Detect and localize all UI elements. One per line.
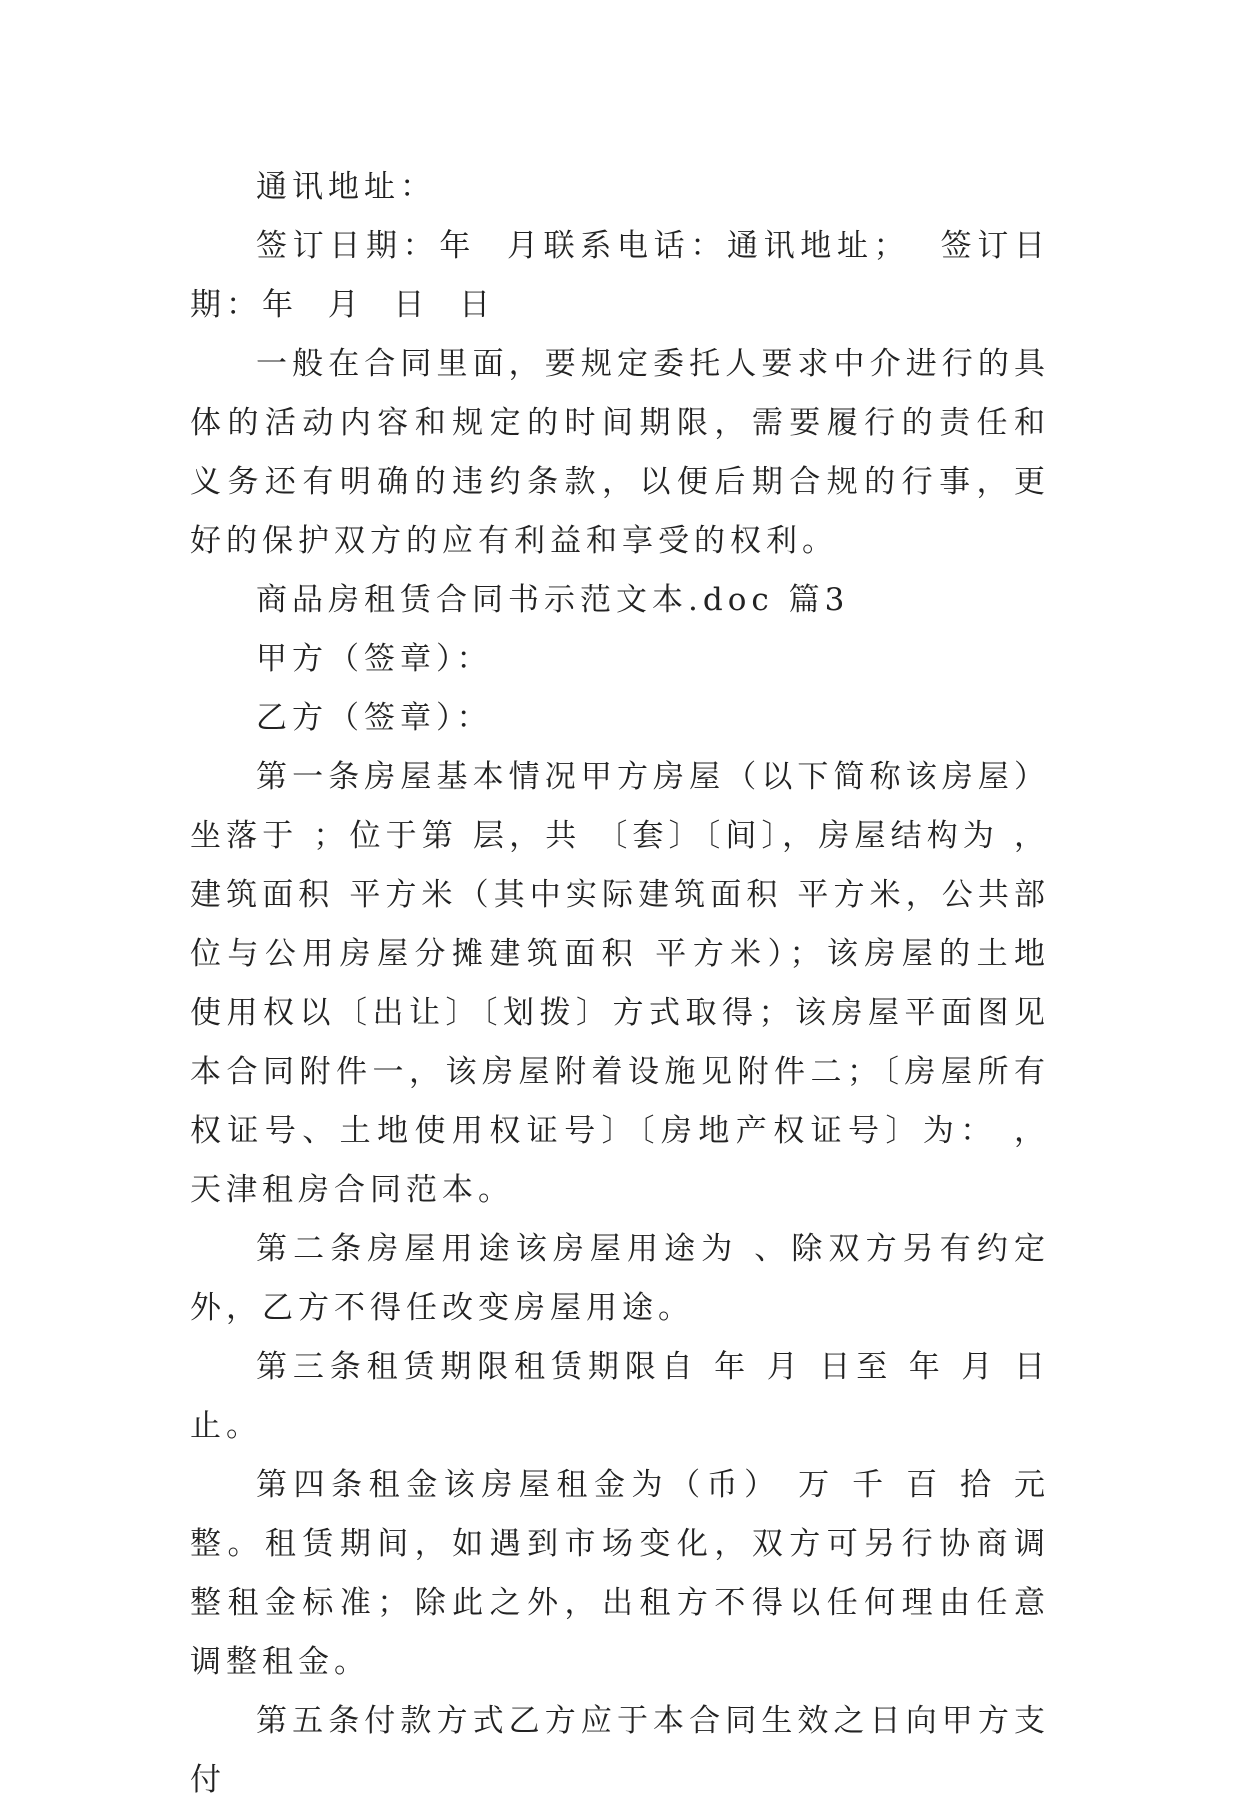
- section-heading: 商品房租赁合同书示范文本.doc 篇3: [256, 582, 850, 618]
- article-3: 第三条租赁期限租赁期限自 年 月 日至 年 月 日止。: [190, 1349, 1050, 1444]
- document-body: [190, 158, 1050, 1810]
- article-4: 第四条租金该房屋租金为（币） 万 千 百 拾 元整。租赁期间，如遇到市场变化，双方可另行协商调整租金标准；除此之外，出租方不得以任何理由任意调整租金。: [190, 1467, 1050, 1680]
- article-5: 第五条付款方式乙方应于本合同生效之日向甲方支付: [190, 1703, 1050, 1798]
- party-a-signature: 甲方（签章）：: [256, 641, 493, 677]
- paragraph-signing-date: 签订日期：年 月联系电话：通讯地址； 签订日期：年 月 日 日: [190, 228, 1050, 323]
- article-2: 第二条房屋用途该房屋用途为 、除双方另有约定外，乙方不得任改变房屋用途。: [190, 1231, 1050, 1326]
- paragraph-address: 通讯地址：: [256, 169, 436, 205]
- article-1: 第一条房屋基本情况甲方房屋（以下简称该房屋）坐落于 ；位于第 层，共 〔套〕〔间〕，房屋结构为 ，建筑面积 平方米（其中实际建筑面积 平方米，公共部位与公用房屋分摊建筑面积 平方米）；该房屋的土地使用权以〔出让〕〔划拨〕方式取得；该房屋平面图见本合同附件一，该房屋附着设施见附件二；〔房屋所有权证号、土地使用权证号〕〔房地产权证号〕为： ，天津租房合同范本。: [190, 759, 1050, 1208]
- paragraph-intermediary-note: 一般在合同里面，要规定委托人要求中介进行的具体的活动内容和规定的时间期限，需要履行的责任和义务还有明确的违约条款，以便后期合规的行事，更好的保护双方的应有利益和享受的权利。: [190, 346, 1050, 559]
- party-b-signature: 乙方（签章）：: [256, 700, 493, 736]
